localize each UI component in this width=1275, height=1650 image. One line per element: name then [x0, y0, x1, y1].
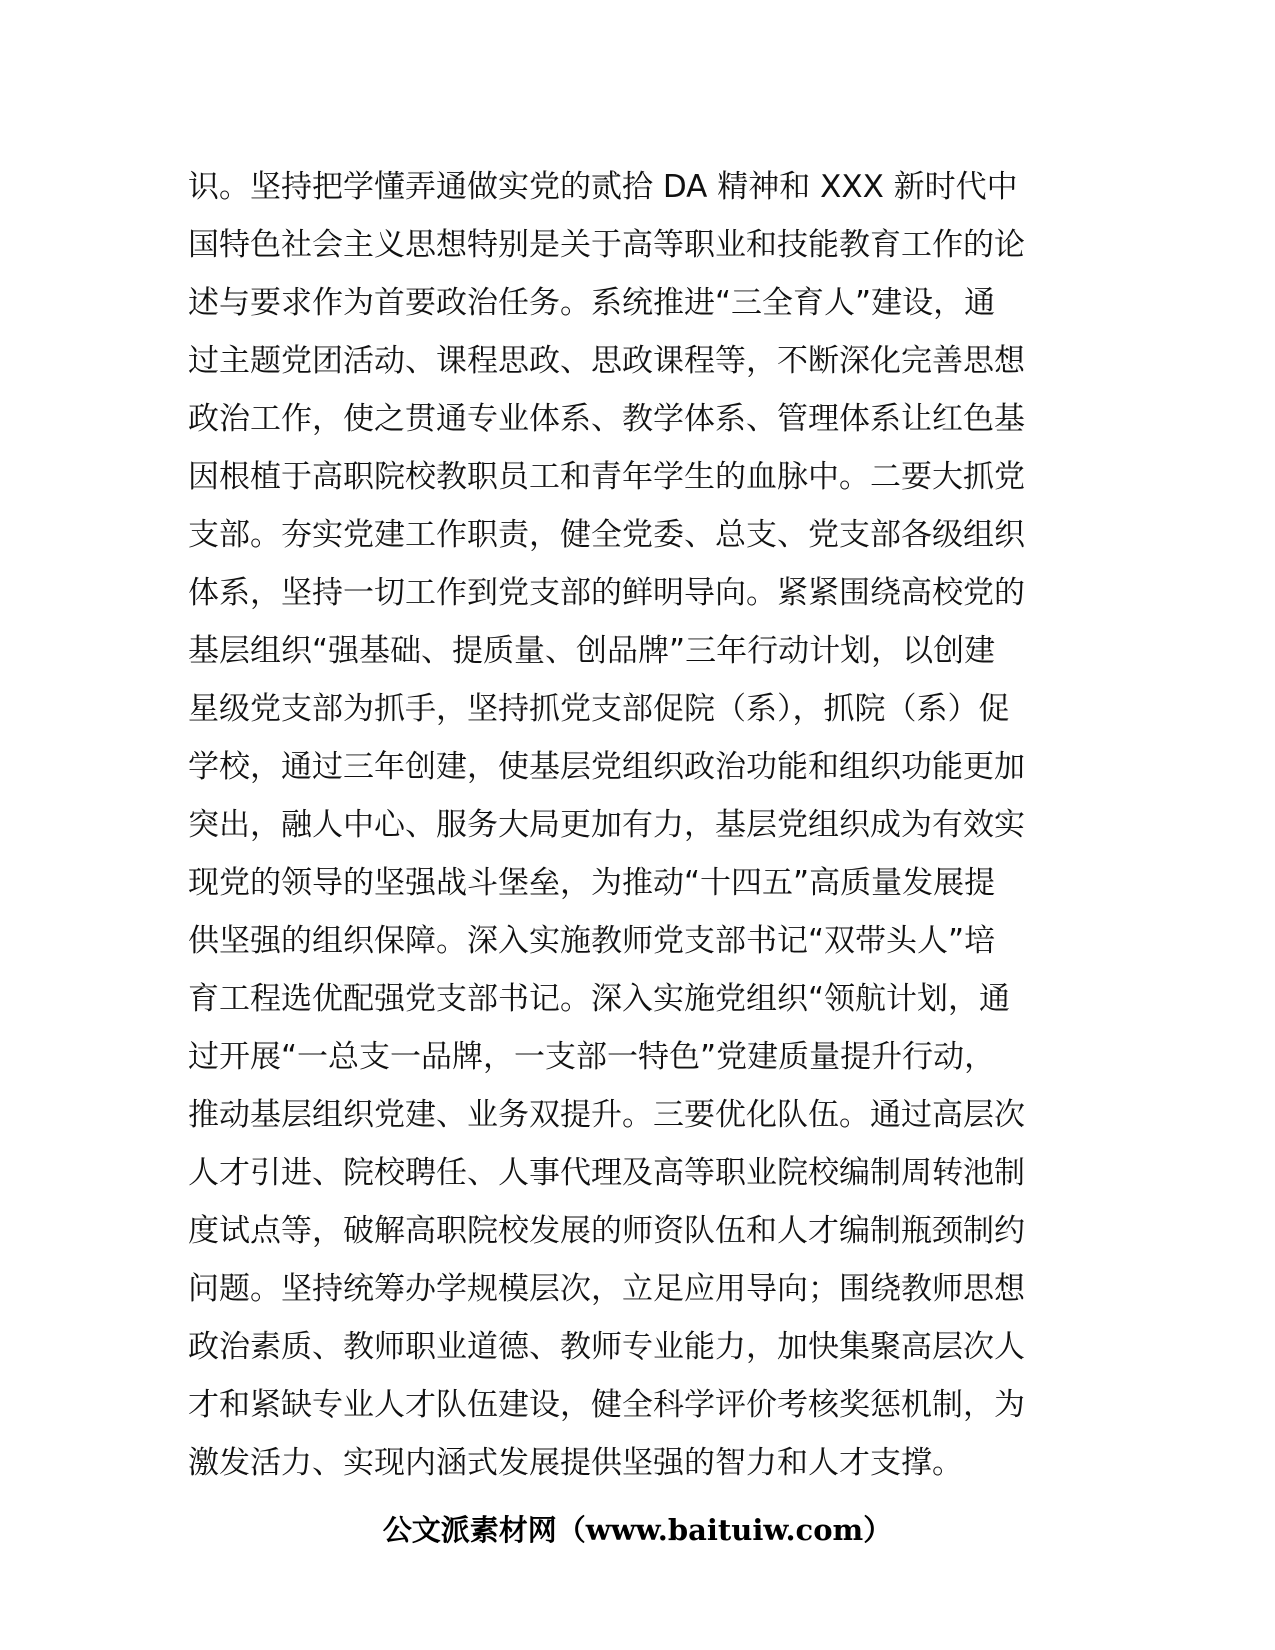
text-line: 问题。坚持统筹办学规模层次，立足应用导向；围绕教师思想	[188, 1271, 1025, 1307]
text-line: 因根植于高职院校教职员工和青年学生的血脉中。二要大抓党	[188, 459, 1025, 495]
text-line: 政治素质、教师职业道德、教师专业能力，加快集聚高层次人	[188, 1329, 1025, 1365]
text-line: 国特色社会主义思想特别是关于高等职业和技能教育工作的论	[188, 227, 1025, 263]
text-line: 支部。夯实党建工作职责，健全党委、总支、党支部各级组织	[188, 517, 1025, 553]
text-line: 基层组织“强基础、提质量、创品牌”三年行动计划，以创建	[188, 633, 996, 669]
footer-watermark: 公文派素材网（www.baituiw.com）	[382, 1513, 893, 1547]
text-line: 人才引进、院校聘任、人事代理及高等职业院校编制周转池制	[188, 1155, 1025, 1191]
text-line: 述与要求作为首要政治任务。系统推进“三全育人”建设，通	[188, 285, 996, 321]
text-line: 过主题党团活动、课程思政、思政课程等，不断深化完善思想	[188, 343, 1025, 379]
text-line: 体系，坚持一切工作到党支部的鲜明导向。紧紧围绕高校党的	[188, 575, 1025, 611]
text-line: 政治工作，使之贯通专业体系、教学体系、管理体系让红色基	[188, 401, 1025, 437]
body-paragraph	[188, 158, 1088, 1492]
text-line: 现党的领导的坚强战斗堡垒，为推动“十四五”高质量发展提	[188, 865, 996, 901]
text-line: 突出，融人中心、服务大局更加有力，基层党组织成为有效实	[188, 807, 1025, 843]
text-line: 激发活力、实现内涵式发展提供坚强的智力和人才支撑。	[188, 1445, 963, 1481]
text-line: 推动基层组织党建、业务双提升。三要优化队伍。通过高层次	[188, 1097, 1025, 1133]
text-line: 星级党支部为抓手，坚持抓党支部促院（系），抓院（系）促	[188, 691, 1010, 727]
text-line: 才和紧缺专业人才队伍建设，健全科学评价考核奖惩机制，为	[188, 1387, 1025, 1423]
text-line: 学校，通过三年创建，使基层党组织政治功能和组织功能更加	[188, 749, 1025, 785]
text-line: 过开展“一总支一品牌，一支部一特色”党建质量提升行动，	[188, 1039, 996, 1075]
text-line: 育工程选优配强党支部书记。深入实施党组织“领航计划，通	[188, 981, 1011, 1017]
text-line: 供坚强的组织保障。深入实施教师党支部书记“双带头人”培	[188, 923, 996, 959]
text-line: 识。坚持把学懂弄通做实党的贰拾 DA 精神和 XXX 新时代中	[188, 169, 1018, 205]
text-line: 度试点等，破解高职院校发展的师资队伍和人才编制瓶颈制约	[188, 1213, 1025, 1249]
